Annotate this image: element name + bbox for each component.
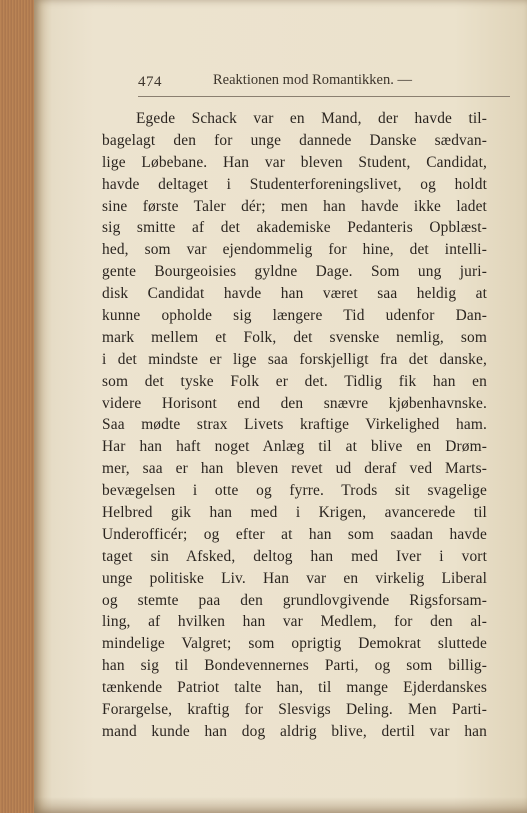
text-line: bagelagt den for unge dannede Danske sædvan- bbox=[102, 131, 487, 149]
text-line: videre Horisont end den snævre kjøbenhavnske. bbox=[102, 394, 487, 412]
header-rule bbox=[138, 96, 510, 97]
text-line: lige Løbebane. Han var bleven Student, Candidat, bbox=[102, 153, 487, 171]
page-number: 474 bbox=[138, 74, 162, 90]
text-line: Har han haft noget Anlæg til at blive en Drøm- bbox=[102, 438, 487, 456]
text-line: Saa mødte strax Livets kraftige Virkelighed ham. bbox=[102, 416, 487, 434]
running-head bbox=[138, 70, 523, 96]
text-line: sig smitte af det akademiske Pedanteris Opblæst- bbox=[102, 219, 487, 237]
text-line: som det tyske Folk er det. Tidlig fik han en bbox=[102, 372, 487, 390]
text-line: Forargelse, kraftig for Slesvigs Deling. Men Parti- bbox=[102, 701, 487, 719]
text-line: mer, saa er han bleven revet ud deraf ved Marts- bbox=[102, 460, 487, 478]
text-line: tænkende Patriot talte han, til mange Ejderdanskes bbox=[102, 679, 487, 697]
running-head-title: Reaktionen mod Romantikken. — bbox=[213, 72, 412, 88]
text-line: bevægelsen i otte og fyrre. Trods sit svagelige bbox=[102, 482, 487, 500]
text-line: ling, af hvilken han var Medlem, for den al- bbox=[102, 613, 487, 631]
text-line: i det mindste er lige saa forskjelligt fra det danske, bbox=[102, 350, 487, 368]
text-line: mand kunde han dog aldrig blive, dertil var han bbox=[102, 722, 487, 740]
text-line: Underofficér; og efter at han som saadan havde bbox=[102, 525, 487, 543]
text-line: disk Candidat havde han været saa heldig at bbox=[102, 285, 487, 303]
text-line: mindelige Valgret; som oprigtig Demokrat sluttede bbox=[102, 635, 487, 653]
text-line: kunne opholde sig længere Tid udenfor Dan- bbox=[102, 307, 487, 325]
text-line: mark mellem et Folk, det svenske nemlig, som bbox=[102, 328, 487, 346]
text-line: hed, som var ejendommelig for hine, det intelli- bbox=[102, 241, 487, 259]
text-line: taget sin Afsked, deltog han med Iver i vort bbox=[102, 547, 487, 565]
text-line: Egede Schack var en Mand, der havde til- bbox=[136, 110, 487, 127]
text-line: og stemte paa den grundlovgivende Rigsforsam- bbox=[102, 591, 487, 609]
text-line: gente Bourgeoisies gyldne Dage. Som ung juri- bbox=[102, 263, 487, 281]
text-line: sine første Taler dér; men han havde ikke ladet bbox=[102, 197, 487, 215]
text-line: Helbred gik han med i Krigen, avancerede til bbox=[102, 504, 487, 522]
text-line: unge politiske Liv. Han var en virkelig Liberal bbox=[102, 569, 487, 587]
text-line: havde deltaget i Studenterforeningslivet, og holdt bbox=[102, 175, 487, 193]
body-text bbox=[102, 108, 487, 743]
text-line: han sig til Bondevennernes Parti, og som billig- bbox=[102, 657, 487, 675]
